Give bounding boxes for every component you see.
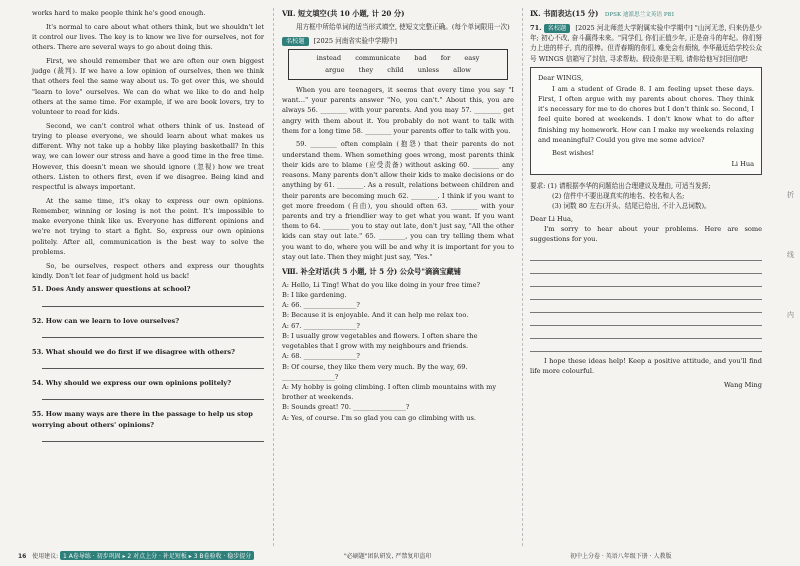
resource-badge: DPSK 迪派思兰文英语 P81 [604,12,675,18]
word: unless [417,65,440,74]
passage-paragraph: First, we should remember that we are often our own biggest judge (裁判). If we have a low opinion of ourselves, then we think that others feel the same way about us. To get over this, we should "learn to love" ourselves. We can do what we like to do and help others at the same time. For example, if we are book lovers, try to volunteer to read for kids. [32,56,264,116]
reply-end: I hope these ideas help! Keep a positive attitude, and you'll find life more colourful. [530,356,762,375]
answer-line-51[interactable] [42,296,264,307]
writing-line[interactable] [530,339,762,352]
passage-paragraph: works hard to make people think he's good enough. [32,9,206,17]
word: argue [325,65,345,74]
dialog-line: A: My hobby is going climbing. I often climb mountains with my brother at weekends. [282,382,497,402]
word: for [440,54,451,63]
word: bad [414,54,427,63]
dialog-line: A: Hello, Li Ting! What do you like doing in your free time? [282,280,481,289]
usage-label: 使用建议: [32,553,59,560]
requirement: (3) 词数 80 左右(开头、结尾已给出, 不计入总词数)。 [552,202,711,211]
answer-line-54[interactable] [42,389,264,400]
question-number: 71. [530,23,542,32]
word: communicate [355,54,401,63]
prompt-text: [2025 河北师范大学附属实验中学期中] "山河无恙, 归来仍是少年; 初心不改, 奋斗赢得未来。"同学们, 你们正值少年, 正是奋斗的年纪。你们努力上进的样子, 真的很棒。但青春期的你们, 难免会有烦恼, 李华最近给学校公众号 WINGS 信箱写了封信, 寻求帮助。假设你是王明, 请你给他写封回信吧! [530,23,762,63]
passage-paragraph: Second, we can't control what others think of us. Instead of trying to please everyone, we should learn about what makes us different. Why not take up a hobby like playing basketball? In this way, we can lower our stress and have a good time in the free time. However, this doesn't mean we should ignore (忽视) how we treat others. Listen to others first, even if we disagree. Being kind and respectful is always important. [32,121,264,191]
usage-steps: 1 A卷导练 · 初步巩固 ▸ 2 对点上分 · 补足短板 ▸ 3 B卷验收 · 稳步提分 [60,551,254,560]
word: allow [453,65,471,74]
cloze-paragraph: 59. ________ often complain (抱怨) that their parents do not understand them. When something goes wrong, most parents think their kids are to blame (应受责备) without asking 60. ________ any reasons. Many parents don't allow their kids to make decisions or do anything by 61. ________. As a result, relations between children and their parents are becoming much 62. ________. I think if you want to get more freedom (自由), you should often 63. ________ with your parents and try a friendlier way to get what you want. If you want them to 64. ________ you to stay out late, don't just say, "All the other kids can stay out late." 65. ________, you can try telling them what you want to do, where you will be and why it is important for you to stay out late. Then they might just say, "Yes." [282,140,514,261]
footer-right: 初中上分卷 · 英语八年级下册 · 人教版 [570,553,672,560]
famous-school-tag: 名校题 [544,24,571,34]
letter-body: I am a student of Grade 8. I am feeling upset these days. First, I often argue with my parents about chores. They think it's necessary for me to do chores but I don't think so. Second, I feel quite bored at weekends. I don't know what to do after finishing my homework. How can I make my weekends relaxing and meaningful? Could you give me some advice? [538,84,754,144]
word: instead [316,54,342,63]
answer-line-52[interactable] [42,327,264,338]
page-number: 16 [18,553,27,560]
writing-column [530,8,762,390]
dialog-line[interactable]: B: Of course, they like them very much. By the way, 69. ________________? [282,362,468,381]
requirement: 要求: (1) 请根据李华的问题给出合理建议及理由, 可适当发挥; [530,181,711,190]
passage-paragraph: It's normal to care about what others think, but we shouldn't let it control our lives. The key is to know we live for ourselves, not for others. There are several ways to go about doing this. [32,22,264,52]
writing-line[interactable] [530,287,762,300]
dialog-line: B: Because it is enjoyable. And it can help me relax too. [282,311,469,320]
column-divider [522,8,523,546]
famous-school-tag: 名校题 [282,37,309,47]
reply-start: I'm sorry to hear about your problems. Here are some suggestions for you. [530,224,762,243]
cloze-column [282,8,514,423]
section-instruction: 用方框中所给单词的适当形式填空, 使短文完整正确。(每个单词限用一次) [296,23,510,32]
question-52: 52. How can we learn to love ourselves? [32,316,180,325]
source-label: [2025 河南省实验中学期中] [313,36,398,45]
source-line [282,36,514,47]
word: easy [464,54,480,63]
writing-line[interactable] [530,274,762,287]
word: they [358,65,374,74]
fold-mark: 线 [787,251,794,259]
reply-greeting: Dear Li Hua, [530,214,573,223]
footer-center: "必刷题"团队研发, 严禁复印盗印 [344,553,432,560]
reading-column [32,8,264,451]
word-box [288,49,508,79]
passage-paragraph: So, be ourselves, respect others and express our thoughts kindly. Don't let fear of judgment hold us back! [32,261,264,280]
letter-closing: Best wishes! [552,149,595,158]
word: child [387,65,404,74]
writing-line[interactable] [530,300,762,313]
question-54: 54. Why should we express our own opinions politely? [32,379,232,388]
column-divider [273,8,274,546]
letter-greeting: Dear WINGS, [538,74,584,83]
section-title-text: Ⅸ. 书面表达(15 分) [530,9,599,18]
cloze-paragraph: When you are teenagers, it seems that every time you say "I want…" your parents answer "No, you can't." About this, you are always 56. ________ with your parents. And you may 57. ________ get angry with them about it. You probably do not want to talk with them for a long time 58. ________ your parents offer to talk with you. [282,85,514,135]
letter-signature: Li Hua [731,159,754,168]
dialog-line: B: I usually grow vegetables and flowers. I often share the vegetables that I grow with my neighbours and friends. [282,331,478,351]
section-title-8: Ⅷ. 补全对话(共 5 小题, 计 5 分) 公众号"滴滴宝藏铺 [282,266,461,276]
writing-area[interactable] [530,248,762,352]
dialog-line[interactable]: B: Sounds great! 70. ________________? [282,403,410,412]
question-55: 55. How many ways are there in the passage to help us stop worrying about others' opinions? [32,410,253,429]
answer-line-53[interactable] [42,358,264,369]
dialog-line: B: I like gardening. [282,290,347,299]
dialog-line[interactable]: A: 66. ________________? [282,301,360,310]
requirement: (2) 信件中不要出现真实的地名、校名和人名; [552,192,685,201]
writing-line[interactable] [530,261,762,274]
dialog-line[interactable]: A: 68. ________________? [282,352,360,361]
passage-paragraph: At the same time, it's okay to express our own opinions. Remember, winning or losing is not the point. It's impossible to make everyone think like us. Everyone has different opinions and we're not trying to start a fight. So, express our own opinions politely. After all, communication is the best way to solve the problems. [32,196,264,256]
dialog-line[interactable]: A: 67. ________________? [282,321,360,330]
section-title-7: Ⅶ. 短文填空(共 10 小题, 计 20 分) [282,9,405,18]
fold-mark: 内 [787,311,794,319]
writing-prompt [530,23,762,64]
question-53: 53. What should we do first if we disagree with others? [32,347,235,356]
section-title-9 [530,8,762,20]
question-51: 51. Does Andy answer questions at school? [32,285,191,294]
writing-line[interactable] [530,313,762,326]
answer-line-55[interactable] [42,431,264,442]
dialog-line: A: Yes, of course. I'm so glad you can go climbing with us. [282,413,476,422]
writing-line[interactable] [530,326,762,339]
footer-left [18,551,254,560]
writing-line[interactable] [530,248,762,261]
reply-signature: Wang Ming [723,380,762,389]
letter-box [530,67,762,174]
fold-mark: 折 [787,191,794,199]
